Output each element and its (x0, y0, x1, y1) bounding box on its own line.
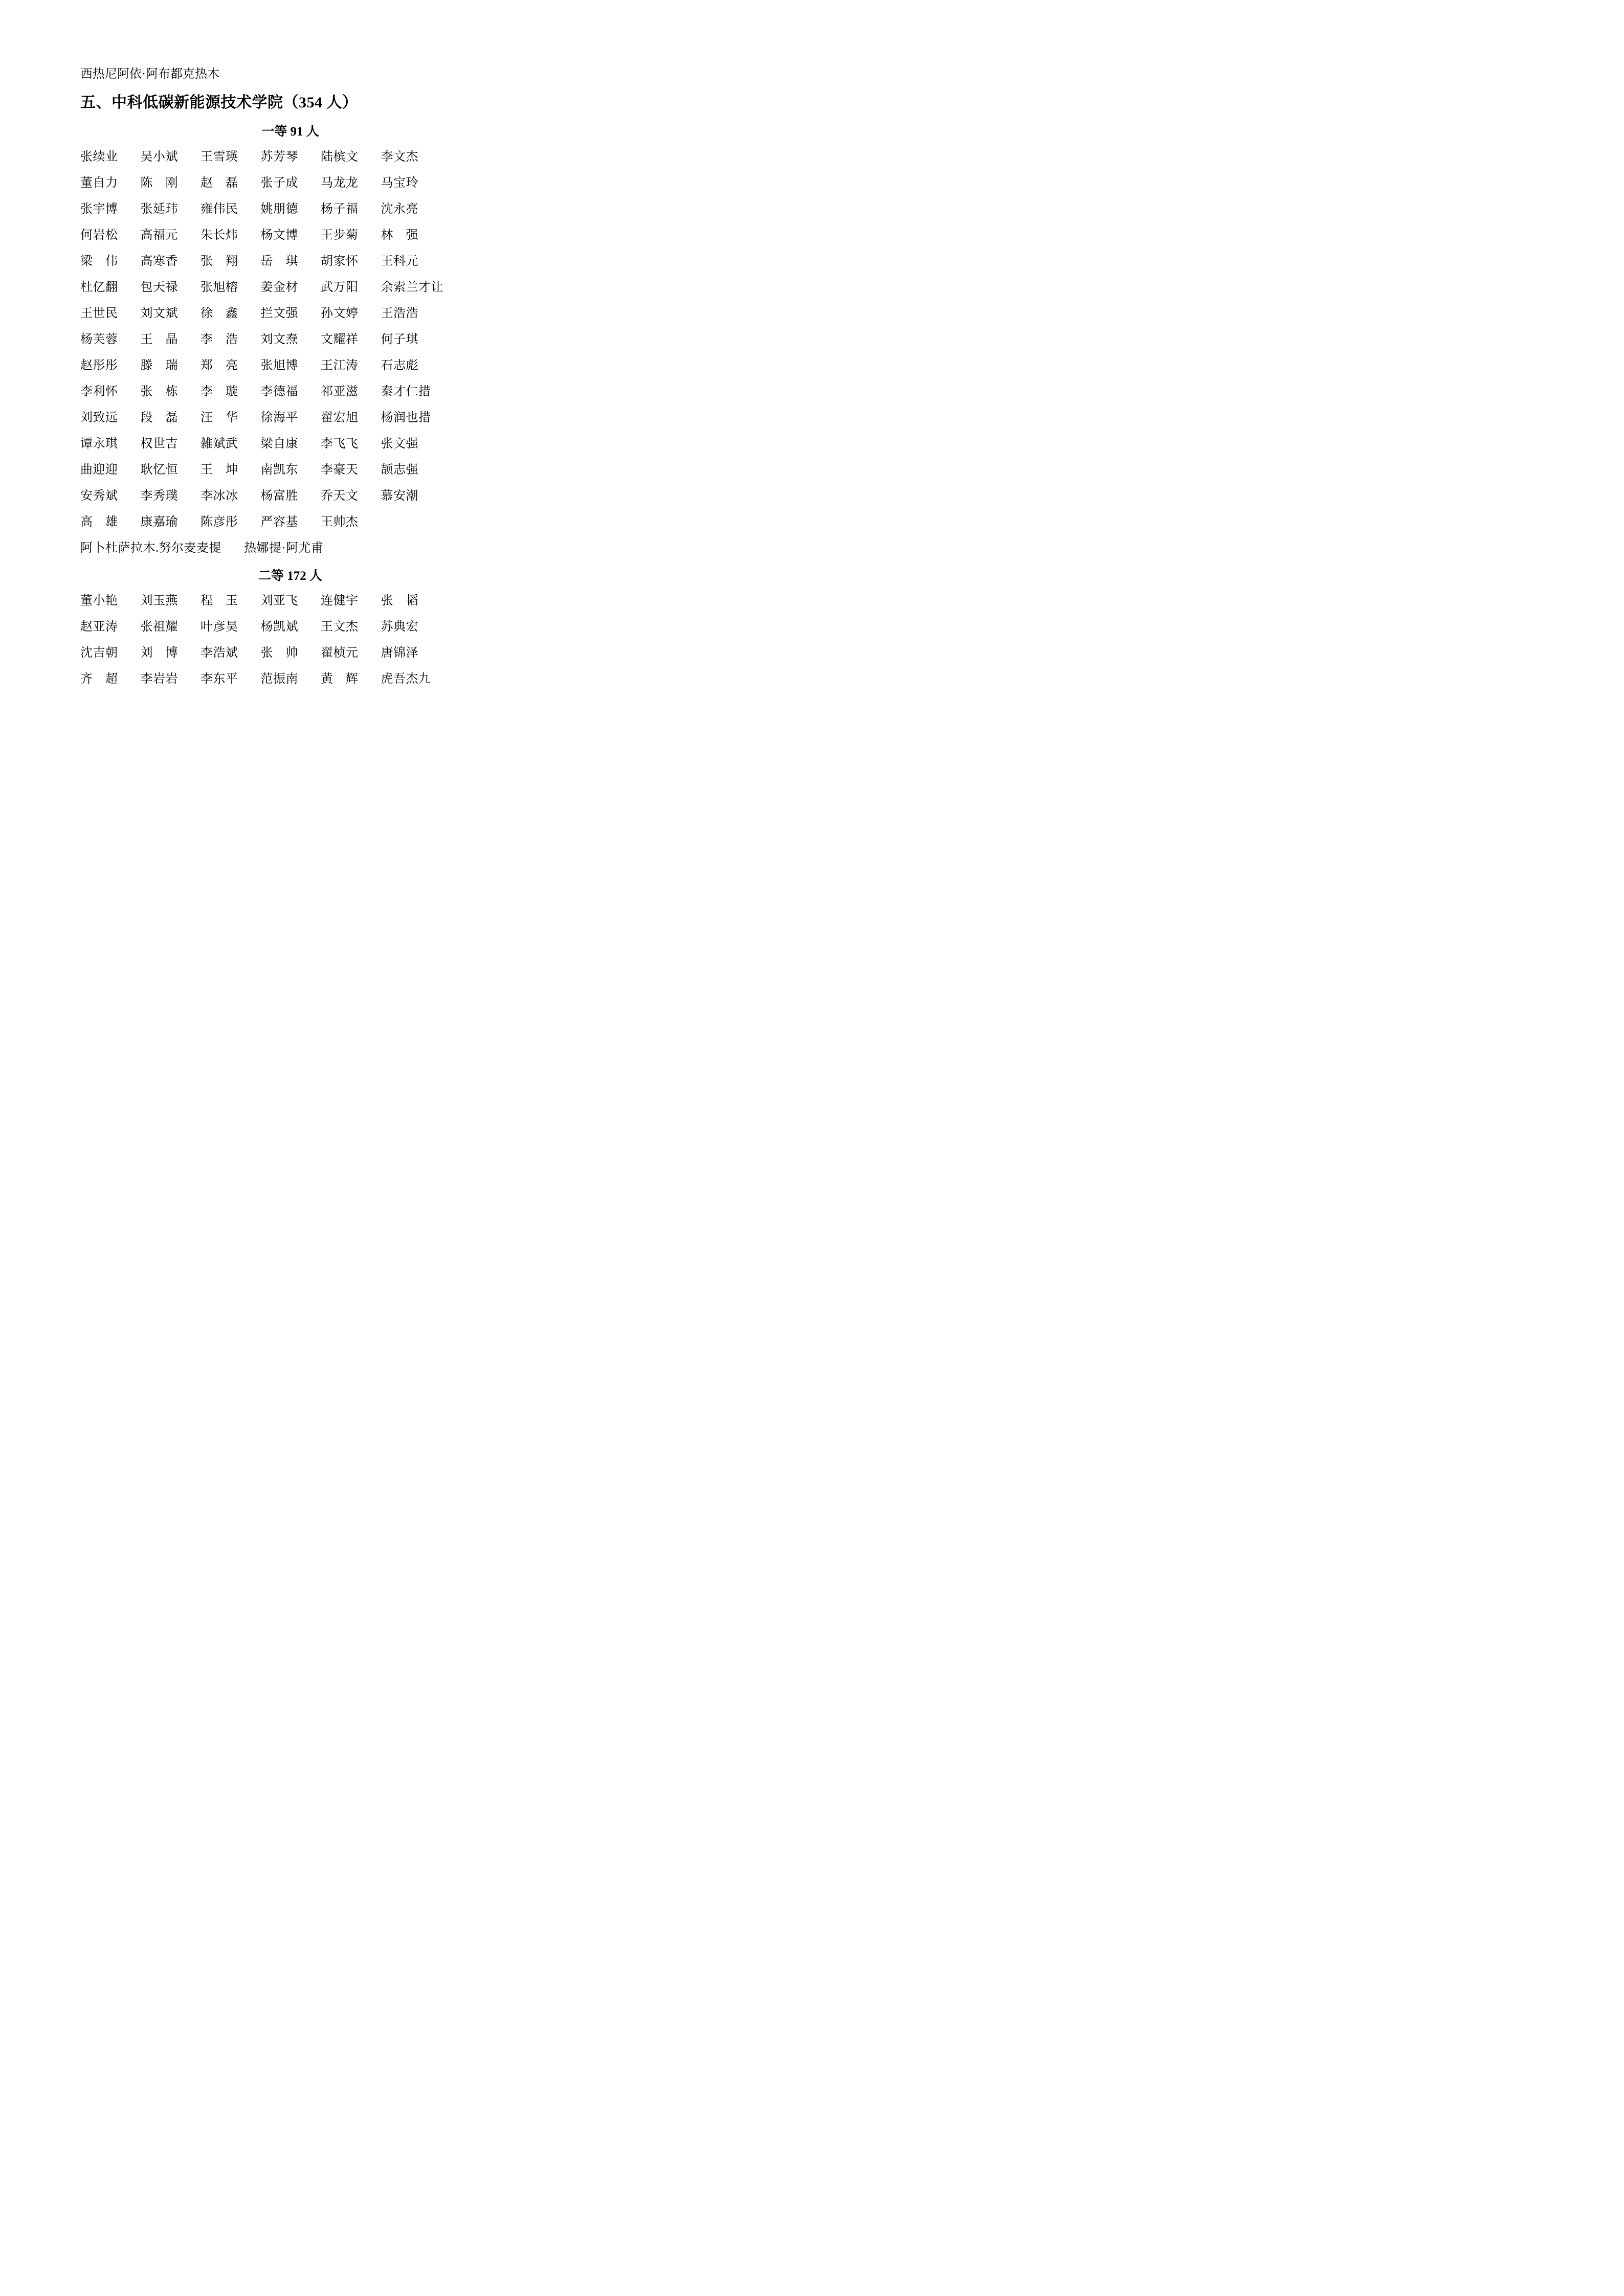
person-name: 董自力 (80, 176, 118, 190)
person-name: 张文强 (381, 437, 418, 451)
second-class-name-list (80, 595, 500, 685)
person-name: 梁自康 (260, 437, 298, 451)
person-name: 秦才仁措 (381, 385, 431, 398)
person-name: 董小艳 (80, 594, 118, 608)
person-name: 汪 华 (201, 411, 238, 424)
person-name: 张祖耀 (140, 620, 178, 634)
person-name: 耿忆恒 (140, 463, 178, 477)
person-name: 谭永琪 (80, 437, 118, 451)
person-name: 李东平 (201, 672, 238, 686)
person-name: 胡家怀 (321, 254, 359, 268)
person-name: 苏芳琴 (260, 150, 298, 164)
name-row (80, 412, 500, 424)
person-name: 沈永亮 (381, 202, 418, 216)
person-name: 高寒香 (140, 254, 178, 268)
person-name: 王浩浩 (381, 306, 418, 320)
person-name: 姜金材 (260, 280, 298, 294)
name-row (80, 490, 500, 502)
person-name: 热娜提·阿尤甫 (244, 541, 324, 555)
person-name: 唐锦泽 (381, 646, 418, 660)
person-name: 权世吉 (140, 437, 178, 451)
person-name: 李利怀 (80, 385, 118, 398)
person-name: 包天禄 (140, 280, 178, 294)
person-name: 何岩松 (80, 228, 118, 242)
person-name: 马宝玲 (381, 176, 418, 190)
person-name: 张子成 (260, 176, 298, 190)
person-name: 武万阳 (321, 280, 359, 294)
person-name: 刘亚飞 (260, 594, 298, 608)
person-name: 林 强 (381, 228, 418, 242)
name-row (80, 595, 500, 607)
person-name: 王帅杰 (321, 515, 359, 529)
person-name: 石志彪 (381, 358, 418, 372)
person-name: 王雪瑛 (201, 150, 238, 164)
person-name: 王 晶 (140, 332, 178, 346)
name-row (80, 203, 500, 215)
person-name: 张旭榕 (201, 280, 238, 294)
person-name: 乔天文 (321, 489, 359, 503)
person-name: 杨子福 (321, 202, 359, 216)
person-name: 沈吉朝 (80, 646, 118, 660)
person-name: 赵 磊 (201, 176, 238, 190)
person-name: 李飞飞 (321, 437, 359, 451)
name-row (80, 673, 500, 685)
group-heading-second-class: 二等 172 人 (258, 569, 322, 583)
person-name: 连健宇 (321, 594, 359, 608)
first-class-name-list (80, 151, 500, 554)
person-name: 何子琪 (381, 332, 418, 346)
person-name: 翟桢元 (321, 646, 359, 660)
person-name: 颉志强 (381, 463, 418, 477)
person-name: 陆槟文 (321, 150, 359, 164)
name-row (80, 281, 500, 294)
person-name: 李 璇 (201, 385, 238, 398)
person-name: 徐 鑫 (201, 306, 238, 320)
person-name: 程 玉 (201, 594, 238, 608)
person-name: 雑斌武 (201, 437, 238, 451)
person-name: 阿卜杜萨拉木.努尔麦麦提 (80, 541, 221, 555)
person-name: 刘致远 (80, 411, 118, 424)
person-name: 杜亿翻 (80, 280, 118, 294)
group-heading-first-class: 一等 91 人 (261, 125, 319, 139)
person-name: 雍伟民 (201, 202, 238, 216)
person-name: 范振南 (260, 672, 298, 686)
person-name: 齐 超 (80, 672, 118, 686)
person-name: 安秀斌 (80, 489, 118, 503)
name-row (80, 386, 500, 398)
person-name: 苏典宏 (381, 620, 418, 634)
name-row (80, 229, 500, 241)
person-name: 李德福 (260, 385, 298, 398)
person-name: 马龙龙 (321, 176, 359, 190)
name-row (80, 621, 500, 633)
person-name: 王文杰 (321, 620, 359, 634)
person-name: 刘文焘 (260, 332, 298, 346)
person-name: 严容基 (260, 515, 298, 529)
person-name: 翟宏旭 (321, 411, 359, 424)
person-name: 曲迎迎 (80, 463, 118, 477)
name-row (80, 647, 500, 659)
person-name: 李秀璞 (140, 489, 178, 503)
person-name: 赵彤彤 (80, 358, 118, 372)
person-name: 朱长炜 (201, 228, 238, 242)
person-name: 王步菊 (321, 228, 359, 242)
person-name: 赵亚涛 (80, 620, 118, 634)
person-name: 姚朋德 (260, 202, 298, 216)
person-name: 张续业 (80, 150, 118, 164)
person-name: 王科元 (381, 254, 418, 268)
person-name: 李豪天 (321, 463, 359, 477)
person-name: 张延玮 (140, 202, 178, 216)
person-name: 梁 伟 (80, 254, 118, 268)
person-name: 张宇博 (80, 202, 118, 216)
person-name: 张 帅 (260, 646, 298, 660)
section-title: 五、中科低碳新能源技术学院（354 人） (80, 94, 358, 111)
person-name: 南凯东 (260, 463, 298, 477)
name-row (80, 464, 500, 476)
person-name: 余索兰才让 (381, 280, 443, 294)
name-row (80, 255, 500, 267)
person-name: 高 雄 (80, 515, 118, 529)
person-name: 岳 琪 (260, 254, 298, 268)
person-name: 徐海平 (260, 411, 298, 424)
person-name: 李文杰 (381, 150, 418, 164)
person-name: 刘文斌 (140, 306, 178, 320)
intro-line: 西热尼阿依·阿布都克热木 (80, 67, 219, 81)
person-name: 张 韬 (381, 594, 418, 608)
name-row (80, 333, 500, 346)
name-row (80, 516, 500, 528)
name-row (80, 359, 500, 372)
person-name: 张 栋 (140, 385, 178, 398)
person-name: 慕安潮 (381, 489, 418, 503)
person-name: 祁亚滋 (321, 385, 359, 398)
document-page (0, 0, 541, 766)
name-row (80, 542, 500, 554)
person-name: 李岩岩 (140, 672, 178, 686)
person-name: 高福元 (140, 228, 178, 242)
person-name: 段 磊 (140, 411, 178, 424)
person-name: 张旭博 (260, 358, 298, 372)
name-row (80, 151, 500, 163)
person-name: 孙文婷 (321, 306, 359, 320)
name-row (80, 177, 500, 189)
person-name: 王江涛 (321, 358, 359, 372)
person-name: 虎吾杰九 (381, 672, 431, 686)
person-name: 刘 博 (140, 646, 178, 660)
person-name: 陈彦彤 (201, 515, 238, 529)
person-name: 王世民 (80, 306, 118, 320)
person-name: 杨文博 (260, 228, 298, 242)
person-name: 王 坤 (201, 463, 238, 477)
person-name: 叶彦昊 (201, 620, 238, 634)
person-name: 李浩斌 (201, 646, 238, 660)
person-name: 杨润也措 (381, 411, 431, 424)
name-row (80, 307, 500, 320)
person-name: 杨富胜 (260, 489, 298, 503)
person-name: 李冰冰 (201, 489, 238, 503)
person-name: 黄 辉 (321, 672, 359, 686)
person-name: 郑 亮 (201, 358, 238, 372)
person-name: 杨凯斌 (260, 620, 298, 634)
person-name: 刘玉燕 (140, 594, 178, 608)
person-name: 李 浩 (201, 332, 238, 346)
person-name: 陈 刚 (140, 176, 178, 190)
person-name: 康嘉瑜 (140, 515, 178, 529)
person-name: 杨芙蓉 (80, 332, 118, 346)
person-name: 拦文强 (260, 306, 298, 320)
person-name: 张 翔 (201, 254, 238, 268)
person-name: 滕 瑞 (140, 358, 178, 372)
person-name: 文耀祥 (321, 332, 359, 346)
person-name: 吴小斌 (140, 150, 178, 164)
name-row (80, 438, 500, 450)
